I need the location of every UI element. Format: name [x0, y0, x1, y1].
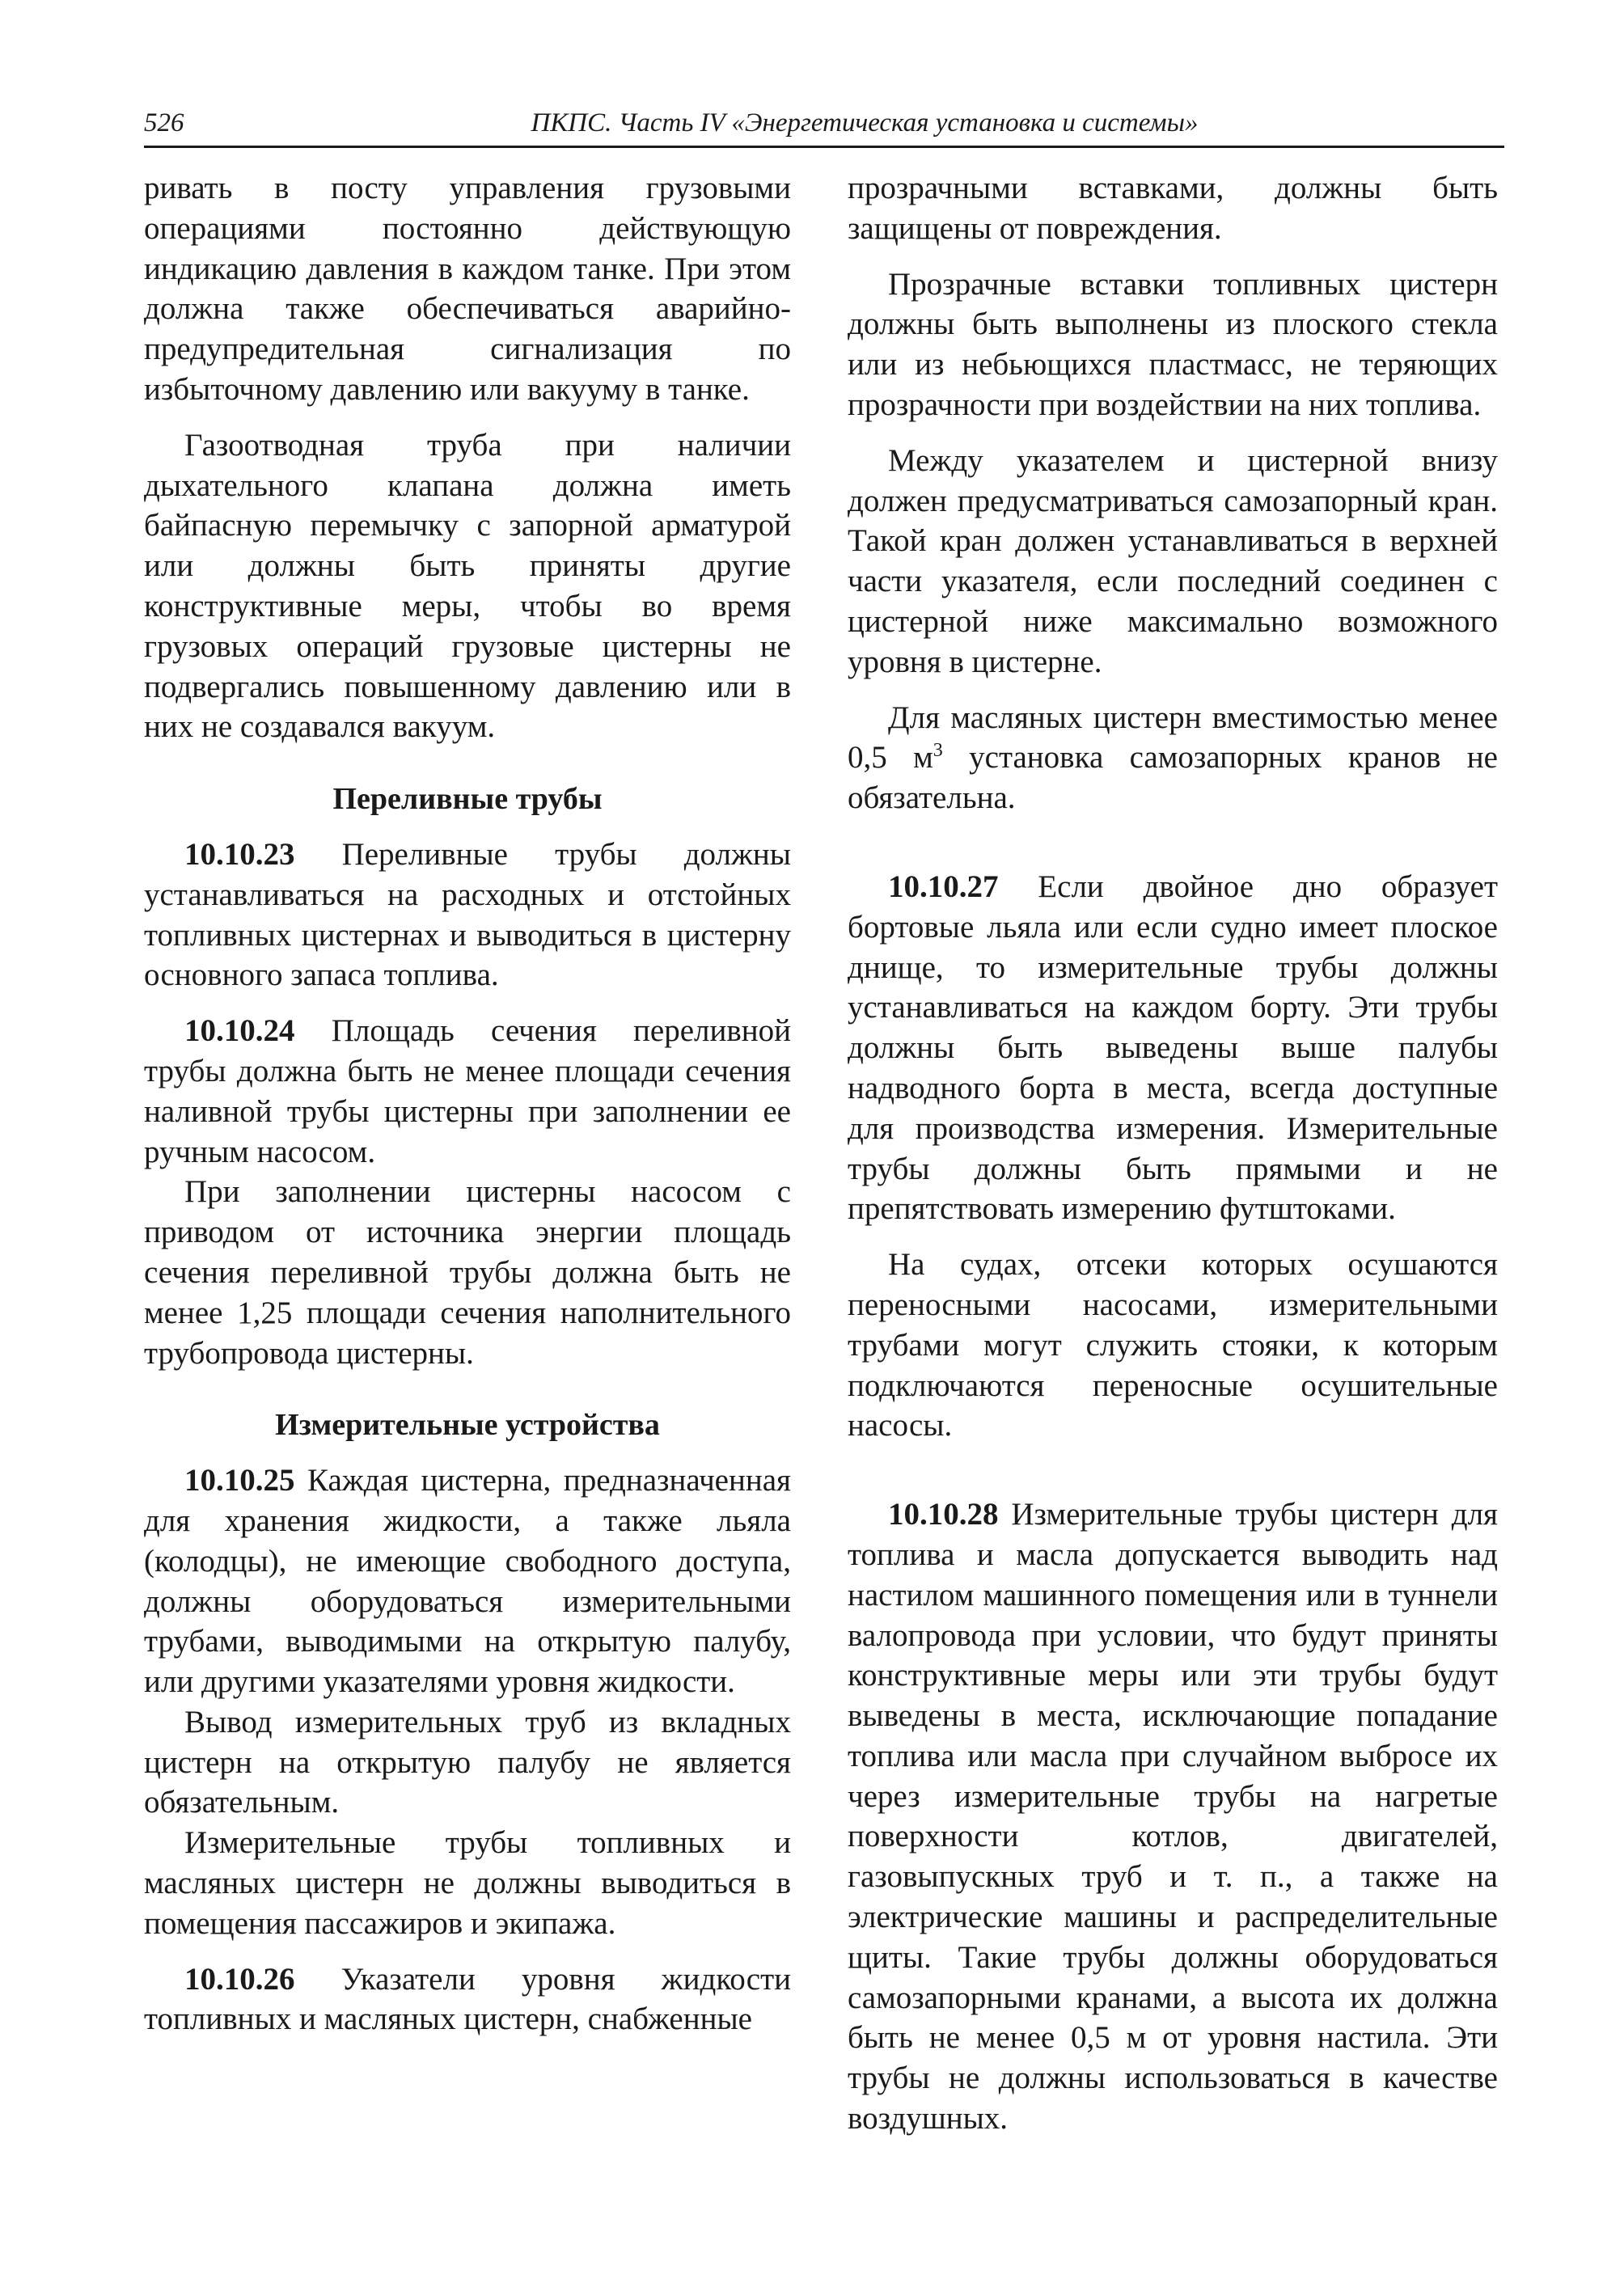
clause-text: Измерительные трубы цистерн для топлива и масла допускается выводить над настилом машинного помещения или в туннели валопровода при условии, что будут приняты конструктивные меры или эти трубы будут выведены в места, исключающие попадание топлива или масла при случайном выбросе их через измерительные трубы на нагретые поверхности котлов, двигателей, газовыпускных труб и т. п., а также на электрические машины и распределительные щиты. Такие трубы должны оборудоваться самозапорными кранами, а высота их должна быть не менее 0,5 м от уровня настила. Эти трубы не должны использоваться в качестве воздушных. [848, 1497, 1498, 2137]
paragraph: Вывод измерительных труб из вкладных цистерн на открытую палубу не является обязательным. [144, 1704, 791, 1820]
paragraph: Прозрачные вставки топливных цистерн должны быть выполнены из плоского стекла или из небьющихся пластмасс, не теряющих прозрачности при воздействии на них топлива. [848, 266, 1498, 422]
section-heading: Переливные трубы [332, 782, 603, 817]
clause-number: 10.10.28 [888, 1497, 999, 1532]
superscript: 3 [933, 740, 943, 762]
running-title: ПКПС. Часть IV «Энергетическая установка и системы» [531, 108, 1199, 137]
clause-text: Указатели уровня жидкости топливных и масляных цистерн, снабженные [144, 1961, 791, 2037]
page-header [144, 104, 1504, 148]
text-run: установка самозапорных кранов не обязательна. [848, 740, 1498, 816]
paragraph: Газоотводная труба при наличии дыхательного клапана должна иметь байпасную перемычку с запорной арматурой или должны быть приняты другие конструктивные меры, чтобы во время грузовых операций грузовые цистерны не подвергались повышенному давлению или в них не создавался вакуум. [144, 427, 791, 745]
paragraph [848, 698, 1498, 818]
clause-number: 10.10.27 [888, 869, 999, 904]
clause-10-10-24 [144, 1011, 791, 1172]
paragraph: ривать в посту управления грузовыми операциями постоянно действующую индикацию давления в каждом танке. При этом должна также обеспечиваться аварийно-предупредительная сигнализация по избыточному давлению или вакууму в танке. [144, 171, 791, 407]
clause-text: Переливные трубы должны устанавливаться на расходных и отстойных топливных цистернах и выводиться в цистерну основного запаса топлива. [144, 836, 791, 993]
clause-text: Площадь сечения переливной трубы должна быть не менее площади сечения наливной трубы цистерны при заполнении ее ручным насосом. [144, 1013, 791, 1169]
paragraph: прозрачными вставками, должны быть защищены от повреждения. [848, 171, 1498, 246]
clause-10-10-23 [144, 835, 791, 995]
clause-text: Если двойное дно образует бортовые льяла или если судно имеет плоское днище, то измерительные трубы должны устанавливаться на каждом борту. Эти трубы должны быть выведены выше палубы надводного борта в места, всегда доступные для производства измерения. Измерительные трубы должны быть прямыми и не препятствовать измерению футштоками. [848, 869, 1498, 1227]
clause-10-10-25 [144, 1460, 791, 1702]
paragraph: При заполнении цистерны насосом с приводом от источника энергии площадь сечения переливной трубы должна быть не менее 1,25 площади сечения наполнительного трубопровода цистерны. [144, 1174, 791, 1371]
paragraph: На судах, отсеки которых осушаются переносными насосами, измерительными трубами могут служить стояки, к которым подключаются переносные осушительные насосы. [848, 1247, 1498, 1443]
clause-number: 10.10.25 [184, 1463, 295, 1498]
text-run: Для масляных цистерн вместимостью менее 0,5 м [848, 700, 1498, 776]
clause-text: Каждая цистерна, предназначенная для хранения жидкости, а также льяла (колодцы), не имеющие свободного доступа, должны оборудоваться измерительными трубами, выводимыми на открытую палубу, или другими указателями уровня жидкости. [144, 1463, 791, 1700]
right-column [848, 168, 1498, 2139]
paragraph: Между указателем и цистерной внизу должен предусматриваться самозапорный кран. Такой кран должен устанавливаться в верхней части указателя, если последний соединен с цистерной ниже максимально возможного уровня в цистерне. [848, 442, 1498, 679]
clause-10-10-27 [848, 867, 1498, 1229]
page-number: 526 [144, 108, 184, 137]
clause-number: 10.10.23 [184, 836, 295, 872]
left-column [144, 168, 791, 2039]
section-heading: Измерительные устройства [275, 1408, 660, 1443]
clause-number: 10.10.24 [184, 1013, 295, 1049]
paragraph: Измерительные трубы топливных и масляных цистерн не должны выводиться в помещения пассажиров и экипажа. [144, 1825, 791, 1941]
clause-number: 10.10.26 [184, 1961, 295, 1997]
clause-10-10-28 [848, 1494, 1498, 2139]
clause-10-10-26 [144, 1959, 791, 2040]
